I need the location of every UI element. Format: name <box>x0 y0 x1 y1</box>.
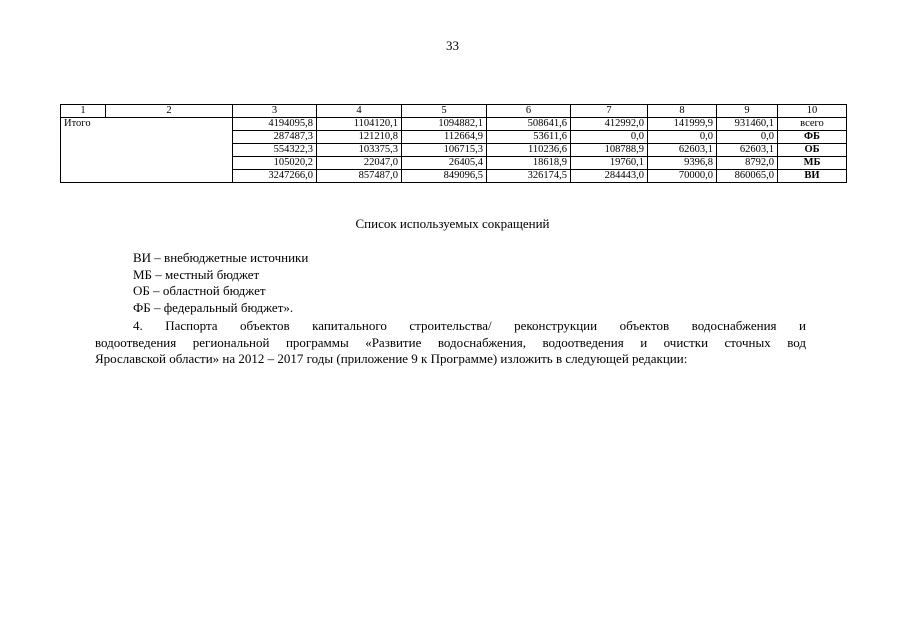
table-cell: 108788,9 <box>571 144 648 157</box>
header-cell: 9 <box>717 105 778 118</box>
table-cell: 121210,8 <box>317 131 402 144</box>
table-cell: 0,0 <box>571 131 648 144</box>
table-cell: 19760,1 <box>571 157 648 170</box>
table-cell: 326174,5 <box>487 170 571 183</box>
table-cell: 0,0 <box>648 131 717 144</box>
header-cell: 6 <box>487 105 571 118</box>
header-cell: 5 <box>402 105 487 118</box>
table-cell: 141999,9 <box>648 118 717 131</box>
abbreviation-item: МБ – местный бюджет <box>133 266 260 282</box>
table-cell: 931460,1 <box>717 118 778 131</box>
funding-type-cell: МБ <box>778 157 847 170</box>
table-cell: 860065,0 <box>717 170 778 183</box>
table-header-row <box>61 105 847 118</box>
table-cell: 70000,0 <box>648 170 717 183</box>
header-cell: 4 <box>317 105 402 118</box>
table-cell: 0,0 <box>717 131 778 144</box>
paragraph-line: 4. Паспорта объектов капитального строительства/ реконструкции объектов водоснабжения и <box>133 318 806 333</box>
table-cell: 8792,0 <box>717 157 778 170</box>
table-row <box>61 118 847 131</box>
funding-type-cell: ФБ <box>778 131 847 144</box>
table-cell: 53611,6 <box>487 131 571 144</box>
table-cell: 106715,3 <box>402 144 487 157</box>
table-cell: 105020,2 <box>233 157 317 170</box>
paragraph-line: Ярославской области» на 2012 – 2017 годы (приложение 9 к Программе) изложить в следующей редакции: <box>95 351 688 366</box>
abbreviation-item: ОБ – областной бюджет <box>133 283 266 298</box>
table-cell: 22047,0 <box>317 157 402 170</box>
abbreviation-item: ВИ – внебюджетные источники <box>133 250 309 265</box>
table-cell: 287487,3 <box>233 131 317 144</box>
table-cell: 110236,6 <box>487 144 571 157</box>
header-cell: 3 <box>233 105 317 118</box>
table-cell: 412992,0 <box>571 118 648 131</box>
abbreviation-item: ФБ – федеральный бюджет». <box>133 299 294 315</box>
table-cell: 554322,3 <box>233 144 317 157</box>
table-cell: 857487,0 <box>317 170 402 183</box>
abbreviation-list <box>133 250 308 316</box>
funding-type-cell: всего <box>778 118 847 131</box>
table-cell: 508641,6 <box>487 118 571 131</box>
table-cell: 4194095,8 <box>233 118 317 131</box>
header-cell: 7 <box>571 105 648 118</box>
funding-type-cell: ВИ <box>778 170 847 183</box>
table-cell: 26405,4 <box>402 157 487 170</box>
table-cell: 62603,1 <box>717 144 778 157</box>
header-cell: 10 <box>778 105 847 118</box>
table-cell: 112664,9 <box>402 131 487 144</box>
paragraph-line: водоотведения региональной программы «Развитие водоснабжения, водоотведения и очистки сточных вод <box>95 334 806 350</box>
table-cell: 1094882,1 <box>402 118 487 131</box>
table-cell: 62603,1 <box>648 144 717 157</box>
table-cell: 3247266,0 <box>233 170 317 183</box>
page-number: 33 <box>446 38 459 53</box>
paragraph-item-4 <box>95 318 806 368</box>
header-cell: 1 <box>61 105 106 118</box>
header-cell: 8 <box>648 105 717 118</box>
table-cell: 18618,9 <box>487 157 571 170</box>
table-cell: 1104120,1 <box>317 118 402 131</box>
funding-type-cell: ОБ <box>778 144 847 157</box>
table-cell: 9396,8 <box>648 157 717 170</box>
table-cell: 284443,0 <box>571 170 648 183</box>
budget-table <box>60 104 847 183</box>
table-cell: 849096,5 <box>402 170 487 183</box>
header-cell: 2 <box>106 105 233 118</box>
section-title: Список используемых сокращений <box>355 216 550 231</box>
table-cell: 103375,3 <box>317 144 402 157</box>
row-label-total: Итого <box>61 118 233 183</box>
